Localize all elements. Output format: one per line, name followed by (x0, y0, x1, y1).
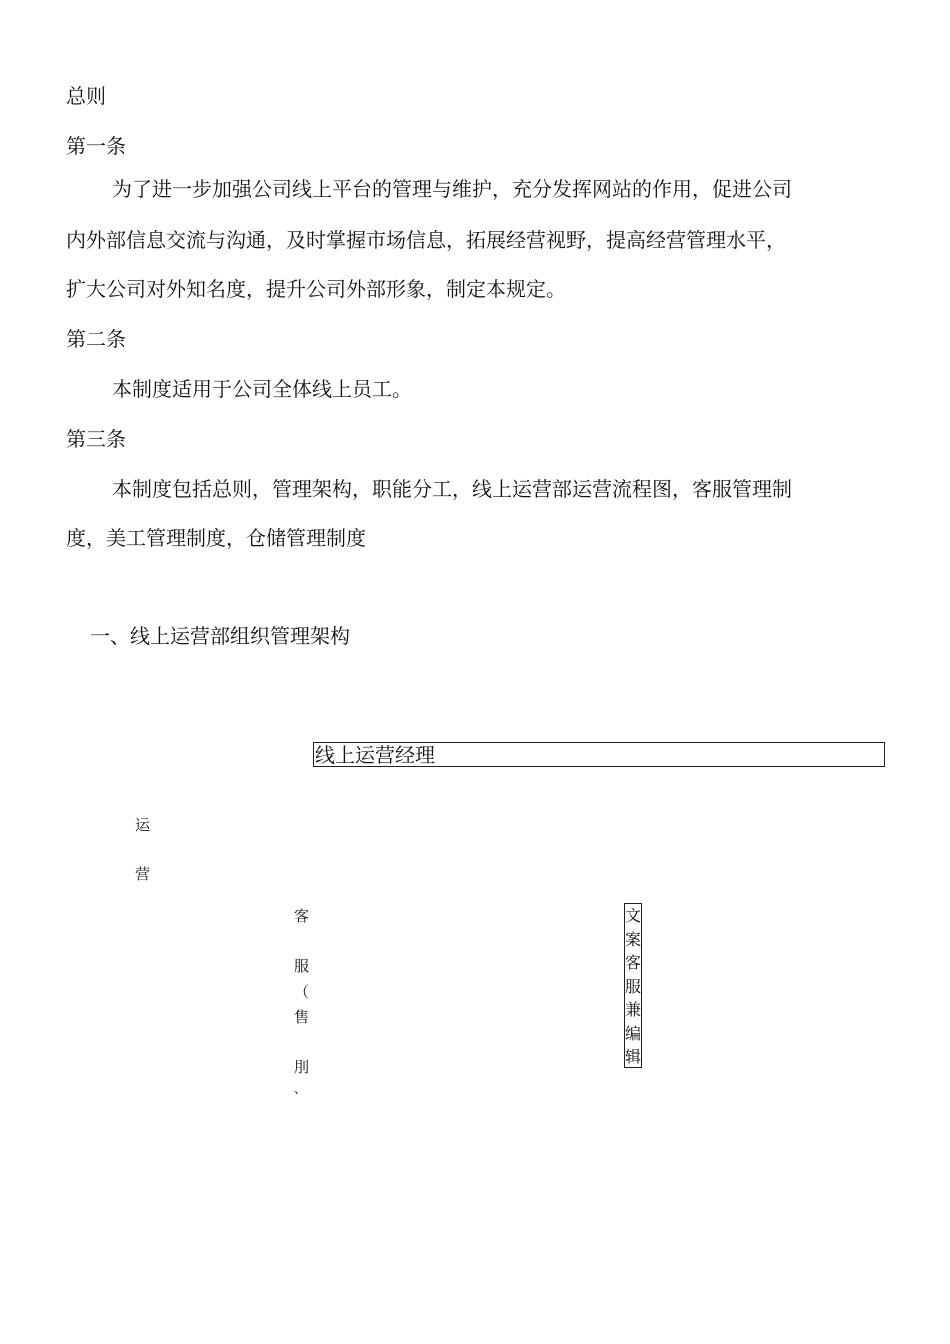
org-node-customer-service-char: 售 (294, 1008, 310, 1026)
org-node-operations-char: 运 (135, 816, 151, 834)
org-node-copywriter-char: 文 (625, 906, 642, 925)
heading-general: 总则 (66, 84, 106, 108)
article-1-line-2: 内外部信息交流与沟通，及时掌握市场信息，拓展经营视野，提高经营管理水平， (66, 228, 786, 252)
org-node-customer-service-char: 客 (294, 907, 310, 925)
org-node-copywriter-char: 兼 (625, 1000, 642, 1019)
org-node-customer-service-char: 、 (294, 1082, 307, 1096)
article-1-line-1: 为了进一步加强公司线上平台的管理与维护，充分发挥网站的作用，促进公司 (112, 177, 792, 201)
org-node-manager: 线上运营经理 (313, 742, 885, 767)
org-node-copywriter-char: 服 (625, 976, 642, 996)
article-3-line-2: 度，美工管理制度，仓储管理制度 (66, 526, 366, 550)
org-node-copywriter-char: 案 (625, 929, 642, 949)
org-node-copywriter-char: 辑 (625, 1047, 642, 1066)
article-1-line-3: 扩大公司对外知名度，提升公司外部形象，制定本规定。 (66, 277, 566, 301)
article-2-line-1: 本制度适用于公司全体线上员工。 (112, 377, 412, 401)
org-node-operations-char: 营 (135, 865, 151, 883)
article-2-title: 第二条 (66, 327, 126, 351)
org-node-copywriter-char: 客 (625, 953, 642, 972)
article-3-title: 第三条 (66, 427, 126, 451)
org-node-copywriter (624, 903, 642, 1068)
section-1-title: 一、线上运营部组织管理架构 (90, 624, 350, 648)
org-node-customer-service-char: （ (294, 983, 310, 1001)
article-3-line-1: 本制度包括总则，管理架构，职能分工，线上运营部运营流程图，客服管理制 (112, 477, 792, 501)
org-node-customer-service-char: 刖 (294, 1058, 310, 1076)
article-1-title: 第一条 (66, 134, 126, 158)
org-node-customer-service-char: 服 (294, 957, 310, 975)
org-node-copywriter-char: 编 (625, 1023, 642, 1043)
